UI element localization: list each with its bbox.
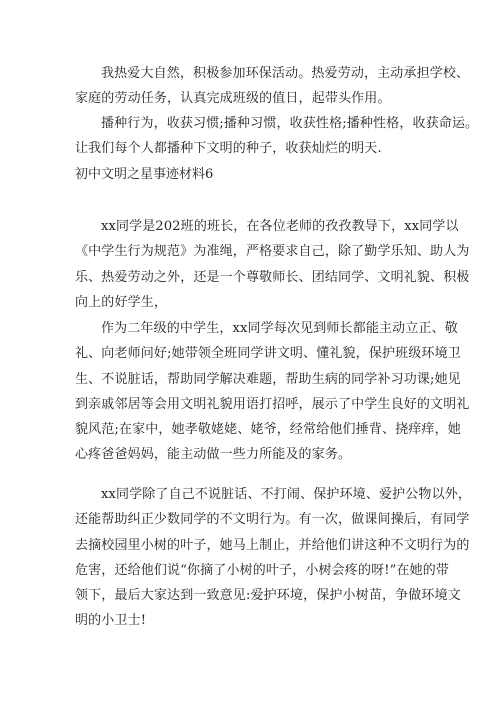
text-line: 礼、向老师问好;她带领全班同学讲文明、懂礼貌，保护班级环境卫 bbox=[75, 346, 461, 362]
text-line: 家庭的劳动任务，认真完成班级的值日，起带头作用。 bbox=[75, 91, 391, 107]
text-line: xx同学除了自己不说脏话、不打闹、保护环境、爱护公物以外， bbox=[101, 487, 472, 502]
paragraph-class-monitor bbox=[75, 214, 470, 315]
text-line: 貌风范;在家中，她孝敬姥姥、姥爷，经常给他们捶背、挠痒痒，她 bbox=[75, 422, 461, 438]
paragraph-sow-seeds bbox=[75, 111, 479, 162]
text-line: 去摘校园里小树的叶子，她马上制止，并给他们讲这种不文明行为的 bbox=[75, 537, 470, 553]
paragraph-courtesy bbox=[75, 316, 470, 468]
section-heading: 初中文明之星事迹材料6 bbox=[75, 167, 214, 182]
paragraph-environment bbox=[75, 482, 470, 634]
text-line: 作为二年级的中学生，xx同学每次见到师长都能主动立正、敬 bbox=[101, 321, 458, 336]
text-line: 到亲戚邻居等会用文明礼貌用语打招呼，展示了中学生良好的文明礼 bbox=[75, 396, 470, 412]
text-line: 让我们每个人都播种下文明的种子，收获灿烂的明天. bbox=[75, 141, 382, 157]
text-line: 明的小卫士! bbox=[75, 613, 147, 629]
text-line: xx同学是202班的班长，在各位老师的孜孜教导下，xx同学以 bbox=[101, 219, 459, 234]
text-line: 向上的好学生， bbox=[75, 294, 168, 310]
text-line: 《中学生行为规范》为准绳，严格要求自己，除了勤学乐知、助人为 bbox=[75, 244, 470, 260]
text-line: 领下，最后大家达到一致意见:爱护环境，保护小树苗，争做环境文 bbox=[75, 588, 461, 604]
text-line: 生、不说脏话，帮助同学解决难题，帮助生病的同学补习功课;她见 bbox=[75, 371, 461, 387]
text-line: 心疼爸爸妈妈，能主动做一些力所能及的家务。 bbox=[75, 447, 352, 463]
text-line: 播种行为，收获习惯;播种习惯，收获性格;播种性格，收获命运。 bbox=[101, 116, 479, 131]
text-line: 乐、热爱劳动之外，还是一个尊敬师长、团结同学、文明礼貌、积极 bbox=[75, 269, 470, 285]
paragraph-nature bbox=[75, 61, 470, 112]
text-line: 我热爱大自然，积极参加环保活动。热爱劳动，主动承担学校、 bbox=[101, 66, 470, 81]
text-line: 危害，还给他们说“你摘了小树的叶子，小树会疼的呀!”在她的带 bbox=[75, 562, 450, 578]
text-line: 还能帮助纠正少数同学的不文明行为。有一次，做课间操后，有同学 bbox=[75, 512, 470, 528]
